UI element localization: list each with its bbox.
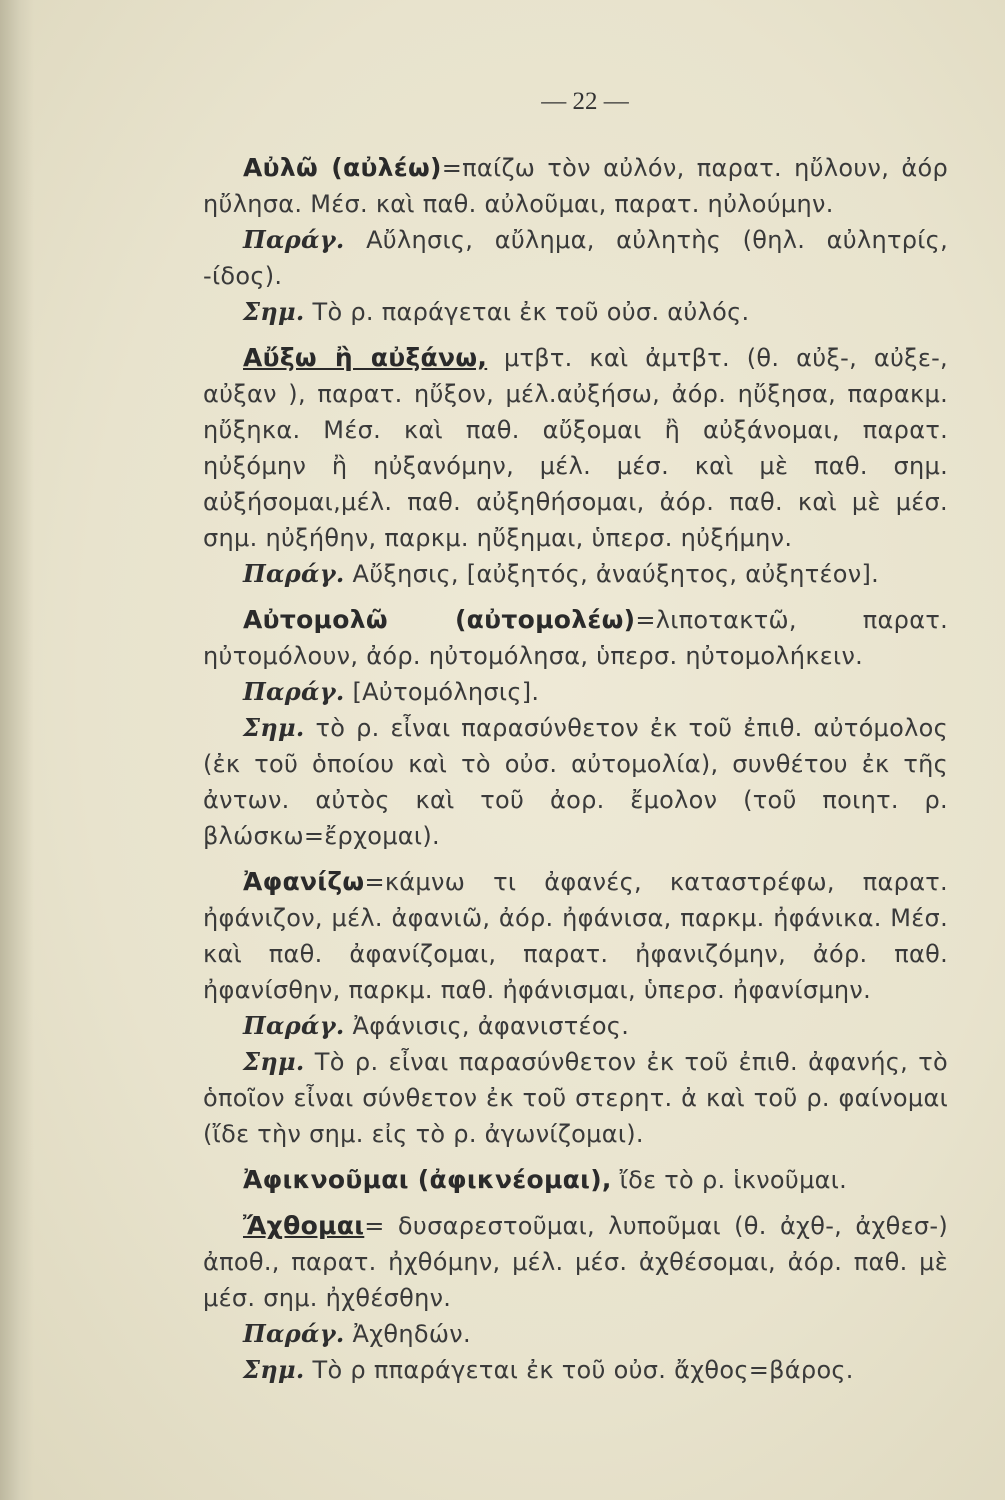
page-number: — 22 — xyxy=(541,88,629,115)
sim-label: Σημ. xyxy=(243,1355,305,1384)
headword: Αὐτομολῶ (αὐτομολέω) xyxy=(243,605,636,634)
dictionary-entry xyxy=(203,1162,948,1198)
headword: Αὔξω ἢ αὐξάνω, xyxy=(243,343,488,372)
entry-definition: ἴδε τὸ ρ. ἱκνοῦμαι. xyxy=(619,1166,848,1194)
dictionary-text xyxy=(203,150,948,1388)
binding-gutter xyxy=(0,0,34,1500)
entry-definition: μτβτ. καὶ ἀμτβτ. (θ. αὐξ-, αὐξε-, αὐξαν ), παρατ. ηὔξον, μέλ.αὐξήσω, ἀόρ. ηὔξησα, παρακμ. ηὔξηκα. Μέσ. καὶ παθ. αὔξομαι ἢ αὐξάνομαι, παρατ. ηὐξόμην ἢ ηὐξανόμην, μέλ. μέσ. καὶ μὲ παθ. σημ. αὐξήσομαι,μέλ. παθ. αὐξηθήσομαι, ἀόρ. παθ. καὶ μὲ μέσ. σημ. ηὐξήθην, παρκμ. ηὔξημαι, ὑπερσ. ηὐξήμην. xyxy=(203,344,948,552)
dictionary-entry xyxy=(203,340,948,592)
parag-label: Παράγ. xyxy=(243,1319,345,1348)
sim-text: τὸ ρ. εἶναι παρασύνθετον ἐκ τοῦ ἐπιθ. αὐτόμολος (ἐκ τοῦ ὁποίου καὶ τὸ οὐσ. αὐτομολία), συνθέτου ἐκ τῆς ἀντων. αὐτὸς καὶ τοῦ ἀορ. ἔμολον (τοῦ ποιητ. ρ. βλώσκω=ἔρχομαι). xyxy=(203,714,948,850)
dictionary-entry xyxy=(203,864,948,1152)
parag-text: [Αὐτομόλησις]. xyxy=(352,678,540,706)
parag-label: Παράγ. xyxy=(243,225,345,254)
sim-text: Τὸ ρ ππαράγεται ἐκ τοῦ οὐσ. ἄχθος=βάρος. xyxy=(312,1356,854,1384)
sim-label: Σημ. xyxy=(243,297,305,326)
dictionary-entry xyxy=(203,150,948,330)
entry-definition: = δυσαρεστοῦμαι, λυποῦμαι (θ. ἀχθ-, ἀχθεσ-) ἀποθ., παρατ. ἠχθόμην, μέλ. μέσ. ἀχθέσομαι, ἀόρ. παθ. μὲ μέσ. σημ. ἠχθέσθην. xyxy=(203,1212,948,1312)
headword: Ἄχθομαι xyxy=(243,1211,365,1240)
parag-label: Παράγ. xyxy=(243,559,345,588)
parag-text: Αὔξησις, [αὐξητός, ἀναύξητος, αὐξητέον]. xyxy=(352,560,880,588)
parag-text: Αὔλησις, αὔλημα, αὐλητὴς (θηλ. αὐλητρίς, -ίδος). xyxy=(203,226,948,290)
entry-definition: =λιποτακτῶ, παρατ. ηὐτομόλουν, ἀόρ. ηὐτομόλησα, ὑπερσ. ηὐτομολήκειν. xyxy=(203,606,949,670)
parag-label: Παράγ. xyxy=(243,677,345,706)
sim-label: Σημ. xyxy=(243,713,305,742)
sim-label: Σημ. xyxy=(243,1047,305,1076)
sim-text: Τὸ ρ. παράγεται ἐκ τοῦ οὐσ. αὐλός. xyxy=(312,298,750,326)
parag-text: Ἀφάνισις, ἀφανιστέος. xyxy=(352,1012,630,1040)
headword: Ἀφανίζω xyxy=(243,867,365,896)
sim-text: Τὸ ρ. εἶναι παρασύνθετον ἐκ τοῦ ἐπιθ. ἀφανής, τὸ ὁποῖον εἶναι σύνθετον ἐκ τοῦ στερητ. ἀ καὶ τοῦ ρ. φαίνομαι (ἴδε τὴν σημ. εἰς τὸ ρ. ἀγωνίζομαι). xyxy=(203,1048,948,1148)
entry-definition: =κάμνω τι ἀφανές, καταστρέφω, παρατ. ἠφάνιζον, μέλ. ἀφανιῶ, ἀόρ. ἠφάνισα, παρκμ. ἠφάνικα. Μέσ. καὶ παθ. ἀφανίζομαι, παρατ. ἠφανιζόμην, ἀόρ. παθ. ἠφανίσθην, παρκμ. παθ. ἠφάνισμαι, ὑπερσ. ἠφανίσμην. xyxy=(203,868,948,1004)
dictionary-entry xyxy=(203,602,948,854)
headword: Ἀφικνοῦμαι (ἀφικνέομαι), xyxy=(243,1165,612,1194)
headword: Αὐλῶ (αὐλέω) xyxy=(243,153,442,182)
parag-label: Παράγ. xyxy=(243,1011,345,1040)
entry-definition: =παίζω τὸν αὐλόν, παρατ. ηὔλουν, ἀόρ ηὔλησα. Μέσ. καὶ παθ. αὐλοῦμαι, παρατ. ηὐλούμην. xyxy=(203,154,948,218)
dictionary-entry xyxy=(203,1208,948,1388)
parag-text: Ἀχθηδών. xyxy=(352,1320,471,1348)
